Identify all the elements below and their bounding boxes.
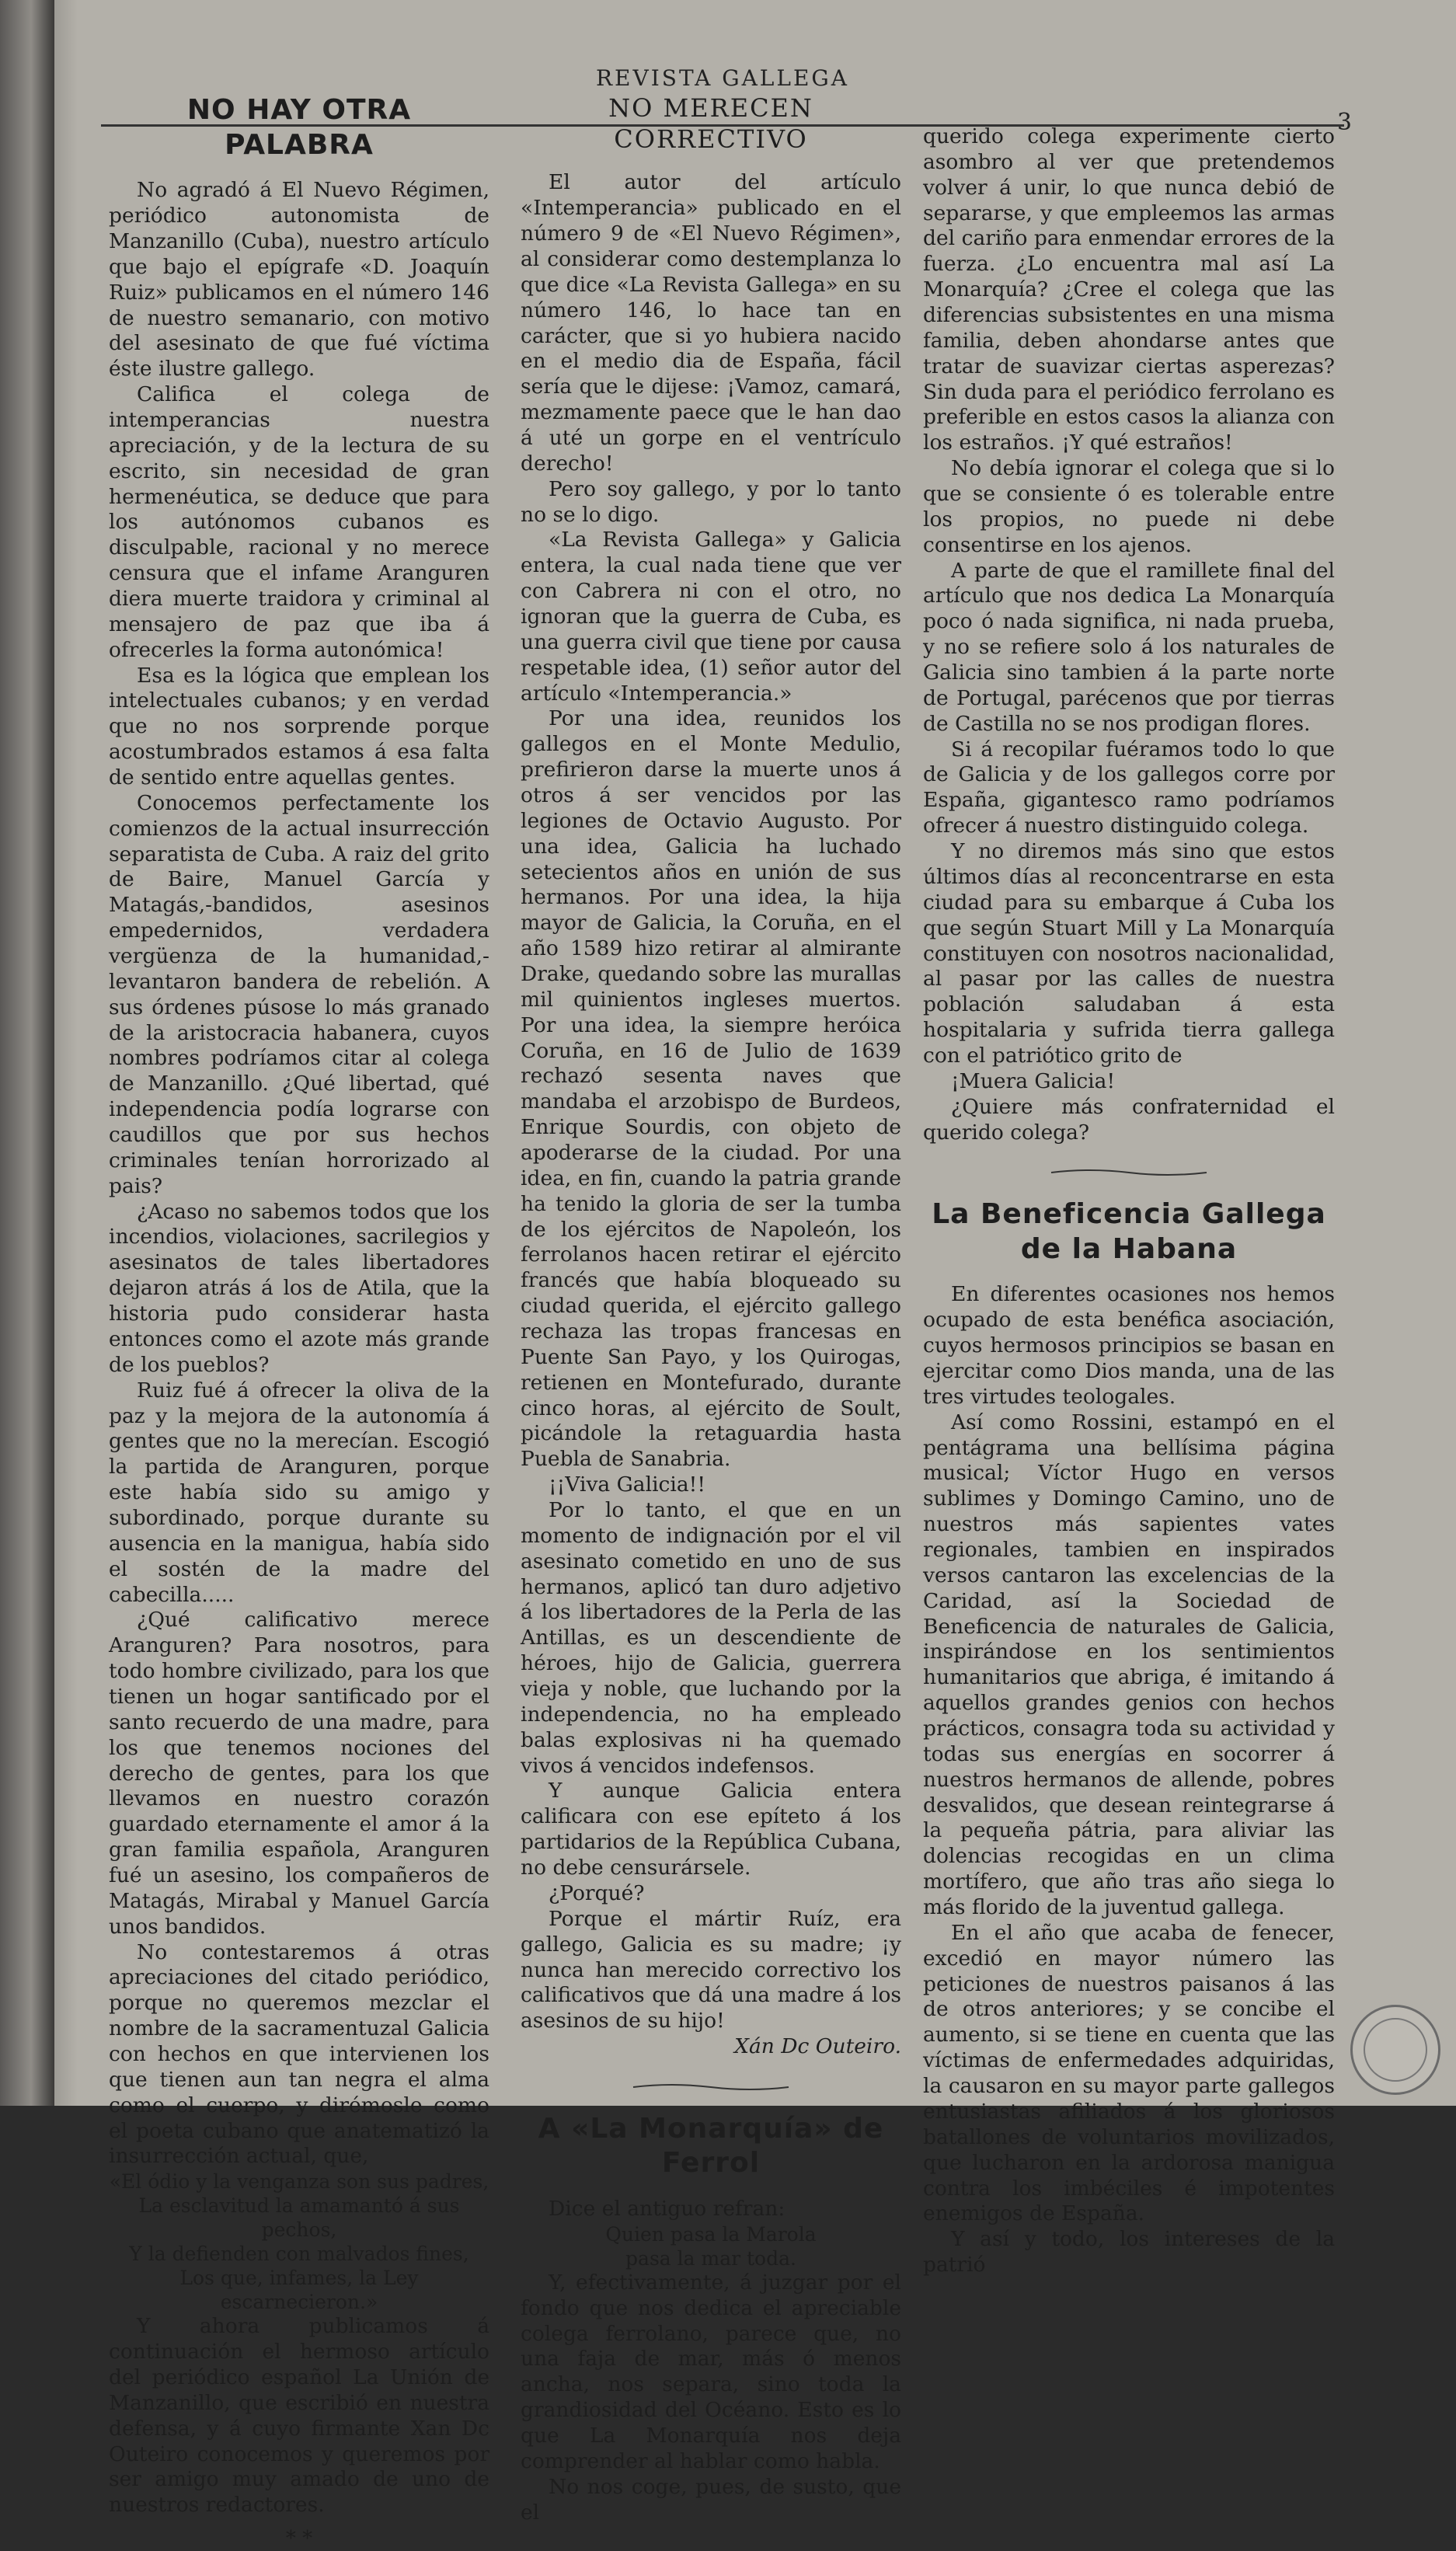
seal-inner (1364, 2018, 1427, 2082)
adjacent-page-edge (0, 0, 54, 2106)
article-title-la-beneficencia: La Beneficencia Gallega de la Habana (932, 1198, 1326, 1265)
verse-line: La esclavitud la amamantó á sus pechos, (138, 2194, 460, 2242)
verse-line: pasa la mar toda. (625, 2246, 796, 2270)
paragraph: Y no diremos más sino que estos últimos días al reconcentrarse en esta ciudad para su embarque á Cuba los que según Stuart Mill y La Monarquía constituyen con nosotros nacionalidad, al pasar por las calles de nuestra población saludaban á esta hospitalaria y sufrida tierra gallega con el patriótico grito de (923, 839, 1335, 1068)
paragraph: ¿Quiere más confraternidad el querido colega? (923, 1094, 1335, 1145)
paragraph: Esa es la lógica que emplean los intelectuales cubanos; y en verdad que no nos sorprende porque acostumbrados estamos á esa falta de sentido entre aquellas gentes. (109, 663, 489, 790)
paragraph: Porque el mártir Ruíz, era gallego, Galicia es su madre; ¡y nunca han merecido correctivo los calificativos que dá una madre á los asesinos de su hijo! (521, 1906, 901, 2033)
ornament-rule (923, 1162, 1335, 1182)
paragraph: Por una idea, reunidos los gallegos en el Monte Medulio, prefirieron darse la muerte unos á otros á ser vencidos por las legiones de Octavio Augusto. Por una idea, Galicia ha luchado setecientos años en unión de sus hermanos. Por una idea, la hija mayor de Galicia, la Coruña, en el año 1589 hizo retirar al almirante Drake, quedando sobre las murallas mil quinientos ingleses muertos. Por una idea, la siempre heróica Coruña, en 16 de Julio de 1639 rechazó sesenta naves que mandaba el arzobispo de Burdeos, Enrique Sourdis, con objeto de apoderarse de la ciudad. Por una idea, en fin, cuando la patria grande ha tenido la gloria de ser la tumba de los ejércitos de Napoleón, los ferrolanos hacen retirar el ejército francés que había bloqueado su ciudad querida, el ejército gallego rechaza las tropas francesas en Puente San Payo, y los Quirogas, retienen en Montefurado, durante cinco horas, al ejército de Soult, picándole la retaguardia hasta Puebla de Sanabria. (521, 706, 901, 1472)
article-title-no-hay-otra-palabra: NO HAY OTRA PALABRA (186, 94, 412, 161)
paragraph: No nos coge, pues, de susto, que el (521, 2474, 901, 2525)
verse-line: «El ódio y la venganza son sus padres, (109, 2170, 489, 2194)
verse-line: Los que, infames, la Ley escarnecieron.» (179, 2267, 419, 2314)
signature: Xán Dc Outeiro. (734, 2034, 901, 2059)
paragraph: ¿Qué calificativo merece Aranguren? Para nosotros, para todo hombre civilizado, para los que tienen un hogar santificado por el santo recuerdo de una madre, para los que tenemos nociones del derecho de gentes, para los que llevamos en nuestro corazón guardado eternamente el amor á la gran familia española, Aranguren fué un asesino, los compañeros de Matagás, Mirabal y Manuel García unos bandidos. (109, 1608, 489, 1939)
paragraph: Califica el colega de intemperancias nuestra apreciación, y de la lectura de su escrito, sin necesidad de gran hermenéutica, se deduce que para los autónomos cubanos es disculpable, racional y no merece censura que el infame Aranguren diera muerte traidora y criminal al mensajero de paz que iba á ofrecerles la forma autonómica! (109, 382, 489, 662)
verse-line: Quien pasa la Marola (605, 2222, 817, 2246)
paragraph: ¡Muera Galicia! (951, 1068, 1116, 1093)
paragraph: No contestaremos á otras apreciaciones del citado periódico, porque no queremos mezclar el nombre de la sacramentuzal Galicia con hechos en que intervienen los que tienen aun tan negra el alma como el cuerpo, y dirémosle como el poeta cubano que anatematizó la insurrección actual, que, (109, 1939, 489, 2169)
column-3 (923, 124, 1335, 2278)
paragraph: Ruiz fué á ofrecer la oliva de la paz y la mejora de la autonomía á gentes que no la merecían. Escogió la partida de Aranguren, porque este había sido su amigo y subordinado, porque durante su ausencia en la manigua, había sido el sostén de la madre del cabecilla..... (109, 1378, 489, 1607)
paragraph: El autor del artículo «Intemperancia» publicado en el número 9 de «El Nuevo Régimen», al considerar como destemplanza lo que dice «La Revista Gallega» en su número 146, lo hace tan en carácter, que si yo hubiera nacido en el medio dia de España, fácil sería que le dijese: ¡Vamoz, camará, mezmamente paece que le han dao á uté un gorpe en el ventrículo derecho! (521, 170, 901, 476)
asterism: * * (285, 2527, 313, 2551)
paragraph: Dice el antiguo refran: (549, 2196, 785, 2221)
paragraph: querido colega experimente cierto asombro al ver que pretendemos volver á unir, lo que nunca debió de separarse, y que empleemos las armas del cariño para enmendar errores de la fuerza. ¿Lo encuentra mal así La Monarquía? ¿Cree el colega que las diferencias subsistentes en una misma familia, deben ahondarse antes que tratar de suavizar ciertas asperezas? Sin duda para el periódico ferrolano es preferible en estos casos la alianza con los estraños. ¡Y qué estraños! (923, 124, 1335, 455)
verse-block (521, 2222, 901, 2270)
newspaper-page (54, 0, 1456, 2551)
paragraph: ¿Acaso no sabemos todos que los incendios, violaciones, sacrilegios y asesinatos de tales libertadores dejaron atrás á los de Atila, que la historia pudo considerar hasta entonces como el azote más grande de los pueblos? (109, 1199, 489, 1377)
paragraph: En diferentes ocasiones nos hemos ocupado de esta benéfica asociación, cuyos hermosos principios se basan en ejercitar como Dios manda, una de las tres virtudes teologales. (923, 1282, 1335, 1409)
paragraph: Si á recopilar fuéramos todo lo que de Galicia y de los gallegos corre por España, gigantesco ramo podríamos ofrecer á nuestro distinguido colega. (923, 737, 1335, 838)
page-number: 3 (1336, 109, 1352, 136)
article-title-a-la-monarquia: A «La Monarquía» de Ferrol (538, 2112, 884, 2180)
paragraph: Pero soy gallego, y por lo tanto no se lo digo. (521, 476, 901, 527)
column-2 (521, 93, 901, 2525)
verse-block (109, 2169, 489, 2314)
ornament-rule-icon (633, 2082, 789, 2092)
paragraph: Conocemos perfectamente los comienzos de la actual insurrección separatista de Cuba. A raiz del grito de Baire, Manuel García y Matagás,-bandidos, asesinos empedernidos, verdadera vergüenza de la humanidad,-levantaron bandera de rebelión. A sus órdenes púsose lo más granado de la aristocracia habanera, cuyos nombres podríamos citar al colega de Manzanillo. ¿Qué libertad, qué independencia podía lograrse con caudillos que por sus hechos criminales tenían horrorizado al pais? (109, 790, 489, 1198)
paragraph: Y aunque Galicia entera calificara con ese epíteto á los partidarios de la República Cubana, no debe censurársele. (521, 1779, 901, 1880)
column-1 (109, 93, 489, 2551)
paragraph: ¿Porqué? (549, 1880, 645, 1905)
running-title: REVISTA GALLEGA (595, 65, 850, 91)
article-title-no-merecen-correctivo: NO MERECEN CORRECTIVO (608, 93, 813, 154)
paragraph: Por lo tanto, el que en un momento de indignación por el vil asesinato cometido en uno de sus hermanos, aplicó tan duro adjetivo á los libertadores de la Perla de las Antillas, es un descendiente de héroes, hijo de Galicia, guerrera vieja y noble, que luchando por la independencia, no ha empleado balas explosivas ni ha quemado vivos á vencidos indefensos. (521, 1498, 901, 1778)
paragraph: No debía ignorar el colega que si lo que se consiente ó es tolerable entre los propios, no puede ni debe consentirse en los ajenos. (923, 456, 1335, 557)
paragraph: Y, efectivamente, á juzgar por el fondo que nos dedica el apreciable colega ferrolano, parece que, no una faja de mar, más ó menos ancha, nos separa, sino toda la grandiosidad del Océano. Esto es lo que La Monarquía nos deja comprender al hablar como habla. (521, 2270, 901, 2473)
ornament-rule-icon (1051, 1168, 1207, 1177)
paragraph: No agradó á El Nuevo Régimen, periódico autonomista de Manzanillo (Cuba), nuestro artículo que bajo el epígrafe «D. Joaquín Ruiz» publicamos en el número 146 de nuestro semanario, con motivo del asesinato de que fué víctima éste ilustre gallego. (109, 178, 489, 382)
paragraph: Y así y todo, los intereses de la patrió (923, 2227, 1335, 2277)
paragraph: En el año que acaba de fenecer, excedió en mayor número las peticiones de nuestros paisanos á las de otros anteriores; y se concibe el aumento, si se tiene en cuenta que las víctimas de enfermedades adquiridas, la causaron en su mayor parte gallegos entusiastas afiliados á los gloriosos batallones de voluntarios movilizados, que lucharon en la ardorosa manigua contra los imbéciles é impotentes enemigos de España. (923, 1920, 1335, 2226)
library-seal-icon (1350, 2005, 1440, 2095)
verse-line: Y la defienden con malvados fines, (129, 2243, 469, 2266)
paragraph: A parte de que el ramillete final del artículo que nos dedica La Monarquía poco ó nada significa, ni nada prueba, y no se refiere solo á los naturales de Galicia sino tambien á la parte norte de Portugal, parécenos que por tierras de Castilla no se nos prodigan flores. (923, 558, 1335, 736)
paragraph: «La Revista Gallega» y Galicia entera, la cual nada tiene que ver con Cabrera ni con el otro, no ignoran que la guerra de Cuba, es una guerra civil que tiene por causa respetable idea, (1) señor autor del artículo «Intemperancia.» (521, 528, 901, 706)
ornament-rule (521, 2077, 901, 2096)
paragraph: ¡¡Viva Galicia!! (549, 1472, 705, 1497)
paragraph: Así como Rossini, estampó en el pentágrama una bellísima página musical; Víctor Hugo en versos sublimes y Domingo Camino, uno de nuestros más sapientes vates regionales, tambien en inspirados versos cantaron las excelencias de la Caridad, así la Sociedad de Beneficencia de naturales de Galicia, inspirándose en los sentimientos humanitarios que abriga, é imitando á aquellos grandes genios con hechos prácticos, consagra toda su actividad y todas sus energías en socorrer á nuestros hermanos de allende, pobres desvalidos, que desean reintegrarse á la pequeña pátria, para aliviar las dolencias recogidas en un clima mortífero, que año tras año siega lo más florido de la juventud gallega. (923, 1410, 1335, 1920)
paragraph: Y ahora publicamos á continuación el hermoso artículo del periódico español La Unión de Manzanillo, que escribió en nuestra defensa, y á cuyo firmante Xan Dc Outeiro conocemos y queremos por ser amigo muy amado de uno de nuestros redactores. (109, 2314, 489, 2518)
